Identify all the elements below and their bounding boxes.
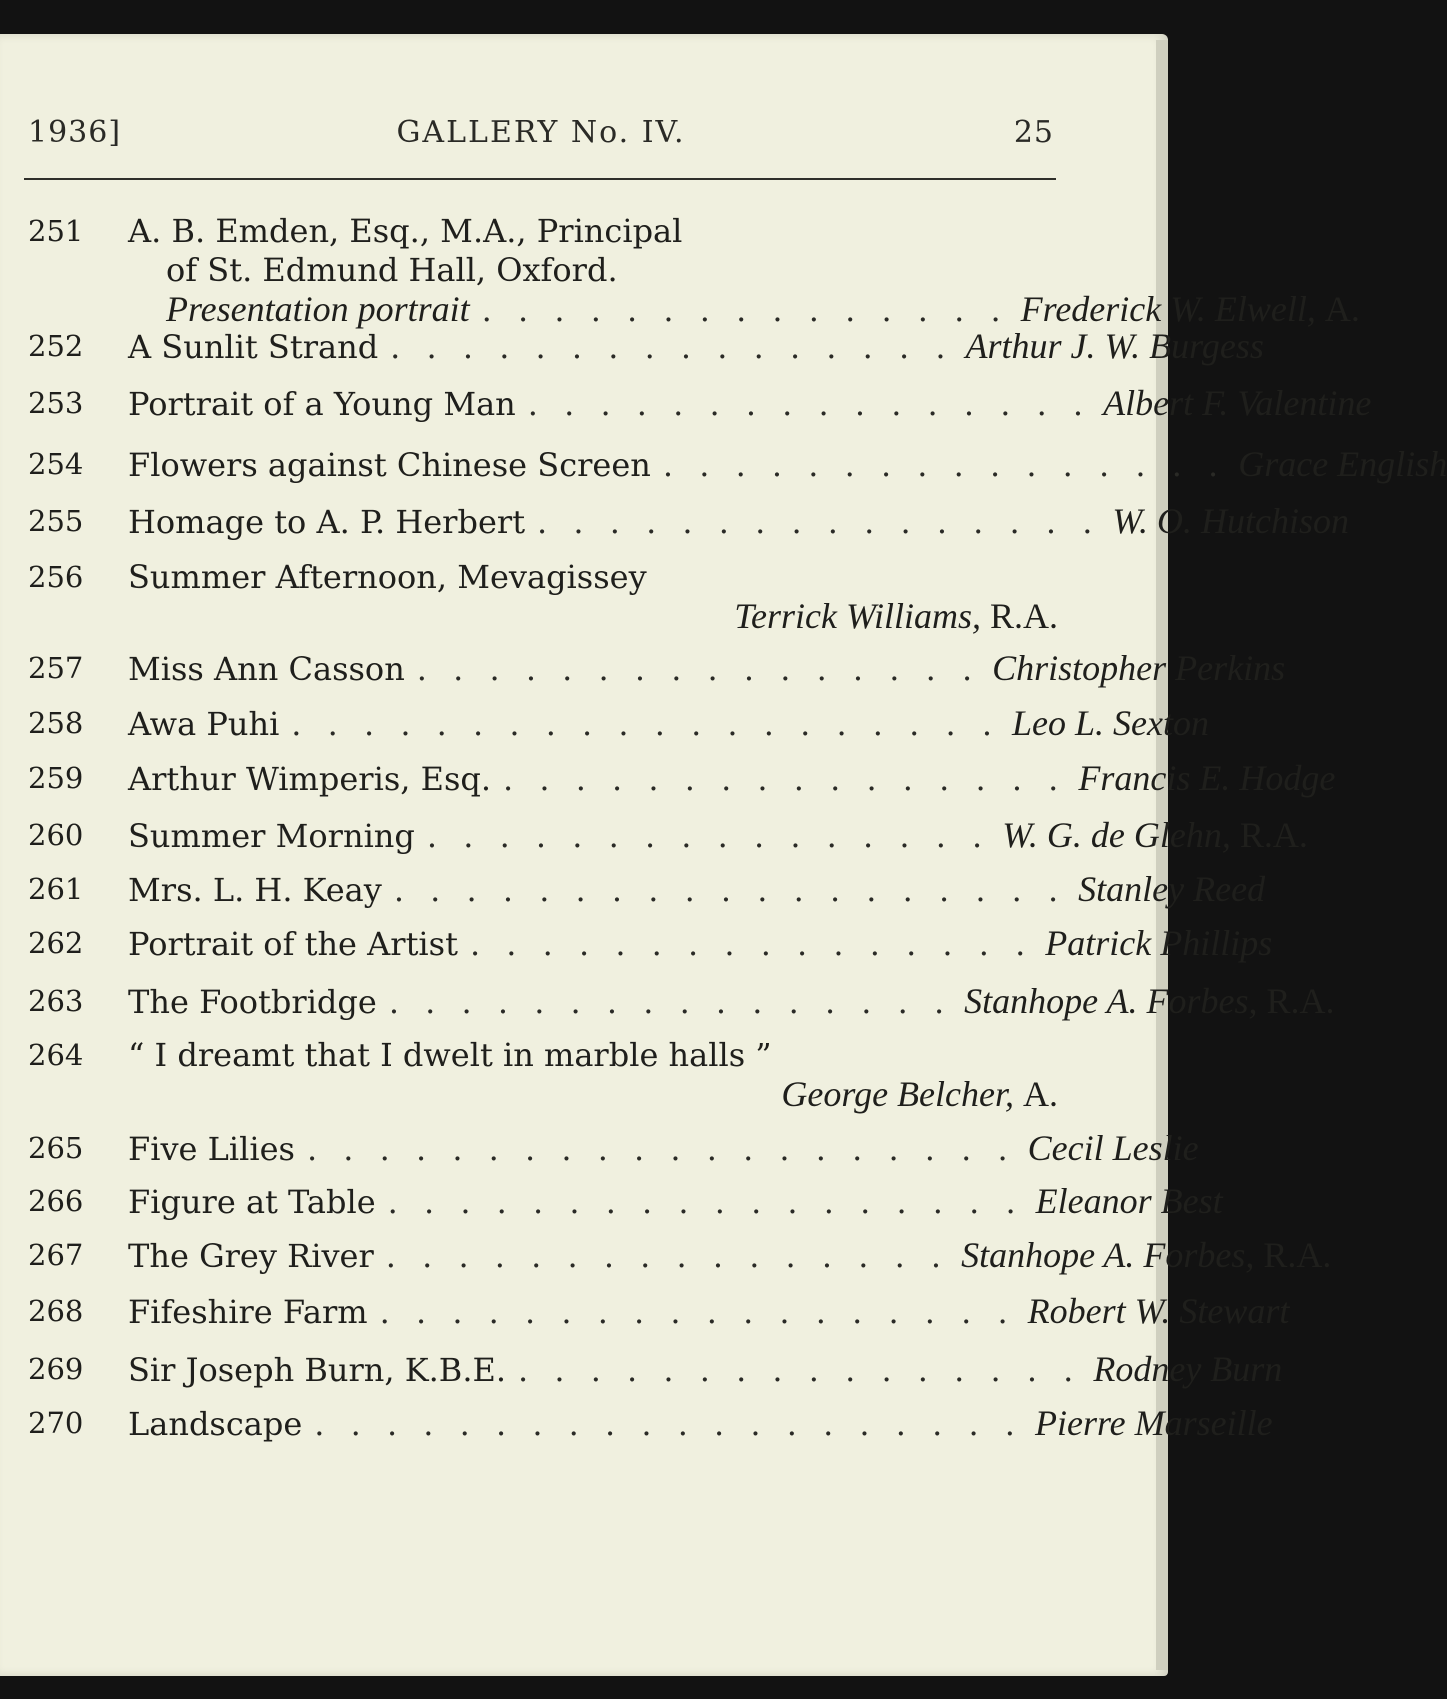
entry-number: 263 — [28, 984, 84, 1018]
entry-title-continued: of St. Edmund Hall, Oxford. — [166, 251, 618, 289]
entry-title: Summer Afternoon, Mevagissey — [128, 558, 647, 596]
entry-number: 265 — [28, 1131, 84, 1165]
catalogue-entry — [28, 501, 1350, 558]
entry-artist: W. O. Hutchison — [1112, 501, 1350, 541]
catalogue-entry — [28, 383, 1372, 445]
leader-dots: . . . . . . . . . . . . . . . . — [537, 503, 1101, 541]
entry-number: 252 — [28, 329, 84, 363]
catalogue-entry — [28, 1128, 1199, 1182]
leader-dots: . . . . . . . . . . . . . . . . . . . . — [306, 1130, 1016, 1168]
entry-title: The Footbridge — [128, 983, 377, 1021]
entry-artist: Frederick W. Elwell, — [1020, 289, 1316, 329]
entry-artist: Albert F. Valentine — [1103, 383, 1372, 423]
entry-title: The Grey River — [128, 1237, 374, 1275]
catalogue-entry — [28, 815, 1308, 870]
entry-title: Awa Puhi — [128, 705, 280, 743]
entry-number: 267 — [28, 1238, 84, 1272]
entry-artist: Grace English — [1238, 444, 1447, 484]
entry-number: 268 — [28, 1294, 84, 1328]
entry-title: Summer Morning — [128, 817, 415, 855]
leader-dots: . . . . . . . . . . . . . . . . — [503, 760, 1067, 798]
catalogue-entry — [28, 1036, 1058, 1129]
catalogue-entry — [28, 212, 1360, 329]
leader-dots: . . . . . . . . . . . . . . . . . . — [387, 1183, 1024, 1221]
leader-dots: . . . . . . . . . . . . . . . . — [388, 983, 953, 1021]
entry-artist: Rodney Burn — [1093, 1349, 1283, 1389]
catalogue-entry — [28, 326, 1264, 384]
leader-dots: . . . . . . . . . . . . . . . . . . . . — [314, 1405, 1023, 1443]
entry-artist: W. G. de Glehn, — [1002, 815, 1231, 855]
catalogue-entry — [28, 1403, 1273, 1458]
entry-number: 266 — [28, 1184, 84, 1218]
entry-title: Portrait of a Young Man — [128, 385, 516, 423]
catalogue-entry — [28, 869, 1266, 924]
header-title: GALLERY No. IV. — [396, 115, 686, 150]
entry-honours: A. — [1324, 289, 1360, 329]
entry-number: 258 — [28, 706, 84, 740]
entry-number: 262 — [28, 926, 84, 960]
entry-title: Miss Ann Casson — [128, 650, 405, 688]
catalogue-entry — [28, 703, 1209, 759]
entry-title: Mrs. L. H. Keay — [128, 871, 382, 909]
entry-artist: Leo L. Sexton — [1012, 703, 1209, 743]
entry-title: Portrait of the Artist — [128, 925, 458, 963]
catalogue-entry — [28, 1349, 1283, 1404]
leader-dots: . . . . . . . . . . . . . . . . — [469, 925, 1034, 963]
catalogue-entry — [28, 648, 1286, 704]
entry-artist: Terrick Williams, — [734, 596, 981, 636]
entry-number: 260 — [28, 818, 84, 852]
entry-artist: Robert W. Stewart — [1027, 1291, 1290, 1331]
leader-dots: . . . . . . . . . . . . . . . . — [527, 385, 1092, 423]
entry-number: 255 — [28, 504, 84, 538]
entry-number: 256 — [28, 560, 84, 594]
entry-number: 253 — [28, 386, 84, 420]
entry-artist: Patrick Phillips — [1045, 923, 1273, 963]
header-year: 1936] — [28, 115, 122, 150]
entry-honours: R.A. — [1239, 815, 1308, 855]
entry-title: Landscape — [128, 1405, 303, 1443]
entry-artist: George Belcher, — [781, 1074, 1014, 1114]
header-rule — [24, 178, 1056, 180]
entry-subtitle: Presentation portrait — [166, 289, 470, 329]
leader-dots: . . . . . . . . . . . . . . . . . . — [379, 1293, 1016, 1331]
entry-title: A. B. Emden, Esq., M.A., Principal — [128, 212, 683, 250]
catalogue-entry — [28, 758, 1336, 816]
entry-artist: Arthur J. W. Burgess — [965, 326, 1264, 366]
entry-list — [28, 212, 1447, 1458]
entry-title: Flowers against Chinese Screen — [128, 446, 651, 484]
leader-dots: . . . . . . . . . . . . . . . . . . . . — [291, 705, 1000, 743]
entry-artist: Christopher Perkins — [992, 648, 1286, 688]
entry-artist: Eleanor Best — [1035, 1181, 1223, 1221]
page-number: 25 — [1013, 115, 1054, 150]
catalogue-entry — [28, 981, 1335, 1036]
entry-number: 261 — [28, 872, 84, 906]
entry-artist: Pierre Marseille — [1034, 1403, 1273, 1443]
entry-title: Sir Joseph Burn, K.B.E. — [128, 1351, 507, 1389]
entry-title: “ I dreamt that I dwelt in marble halls ” — [128, 1036, 772, 1074]
catalogue-entry — [28, 1181, 1223, 1236]
entry-number: 270 — [28, 1406, 84, 1440]
leader-dots: . . . . . . . . . . . . . . . . — [385, 1237, 950, 1275]
entry-title: Fifeshire Farm — [128, 1293, 368, 1331]
catalogue-entry — [28, 1291, 1290, 1350]
entry-honours: A. — [1023, 1074, 1058, 1114]
entry-honours: R.A. — [1266, 981, 1335, 1021]
leader-dots: . . . . . . . . . . . . . . . . — [416, 650, 981, 688]
entry-number: 257 — [28, 651, 84, 685]
entry-number: 259 — [28, 761, 84, 795]
leader-dots: . . . . . . . . . . . . . . . . . . . — [393, 871, 1067, 909]
entry-title: Five Lilies — [128, 1130, 295, 1168]
page-header — [28, 115, 1054, 165]
entry-honours: R.A. — [1263, 1235, 1332, 1275]
entry-number: 254 — [28, 447, 84, 481]
catalogue-entry — [28, 1235, 1332, 1292]
leader-dots: . . . . . . . . . . . . . . . . — [662, 446, 1227, 484]
entry-honours: R.A. — [989, 596, 1058, 636]
entry-artist: Francis E. Hodge — [1078, 758, 1336, 798]
leader-dots: . . . . . . . . . . . . . . . — [481, 291, 1009, 329]
entry-title: Figure at Table — [128, 1183, 376, 1221]
entry-title: Arthur Wimperis, Esq. — [128, 760, 492, 798]
catalogue-entry — [28, 444, 1447, 502]
entry-title: A Sunlit Strand — [128, 328, 379, 366]
entry-artist: Cecil Leslie — [1027, 1128, 1199, 1168]
entry-artist: Stanhope A. Forbes, — [964, 981, 1258, 1021]
leader-dots: . . . . . . . . . . . . . . . . — [518, 1351, 1082, 1389]
entry-number: 269 — [28, 1352, 84, 1386]
entry-artist: Stanley Reed — [1078, 869, 1266, 909]
entry-number: 264 — [28, 1038, 84, 1072]
entry-artist: Stanhope A. Forbes, — [961, 1235, 1255, 1275]
entry-number: 251 — [28, 214, 84, 248]
entry-title: Homage to A. P. Herbert — [128, 503, 526, 541]
catalogue-entry — [28, 558, 1058, 649]
leader-dots: . . . . . . . . . . . . . . . . — [390, 328, 954, 366]
leader-dots: . . . . . . . . . . . . . . . . — [426, 817, 991, 855]
catalogue-entry — [28, 923, 1273, 982]
